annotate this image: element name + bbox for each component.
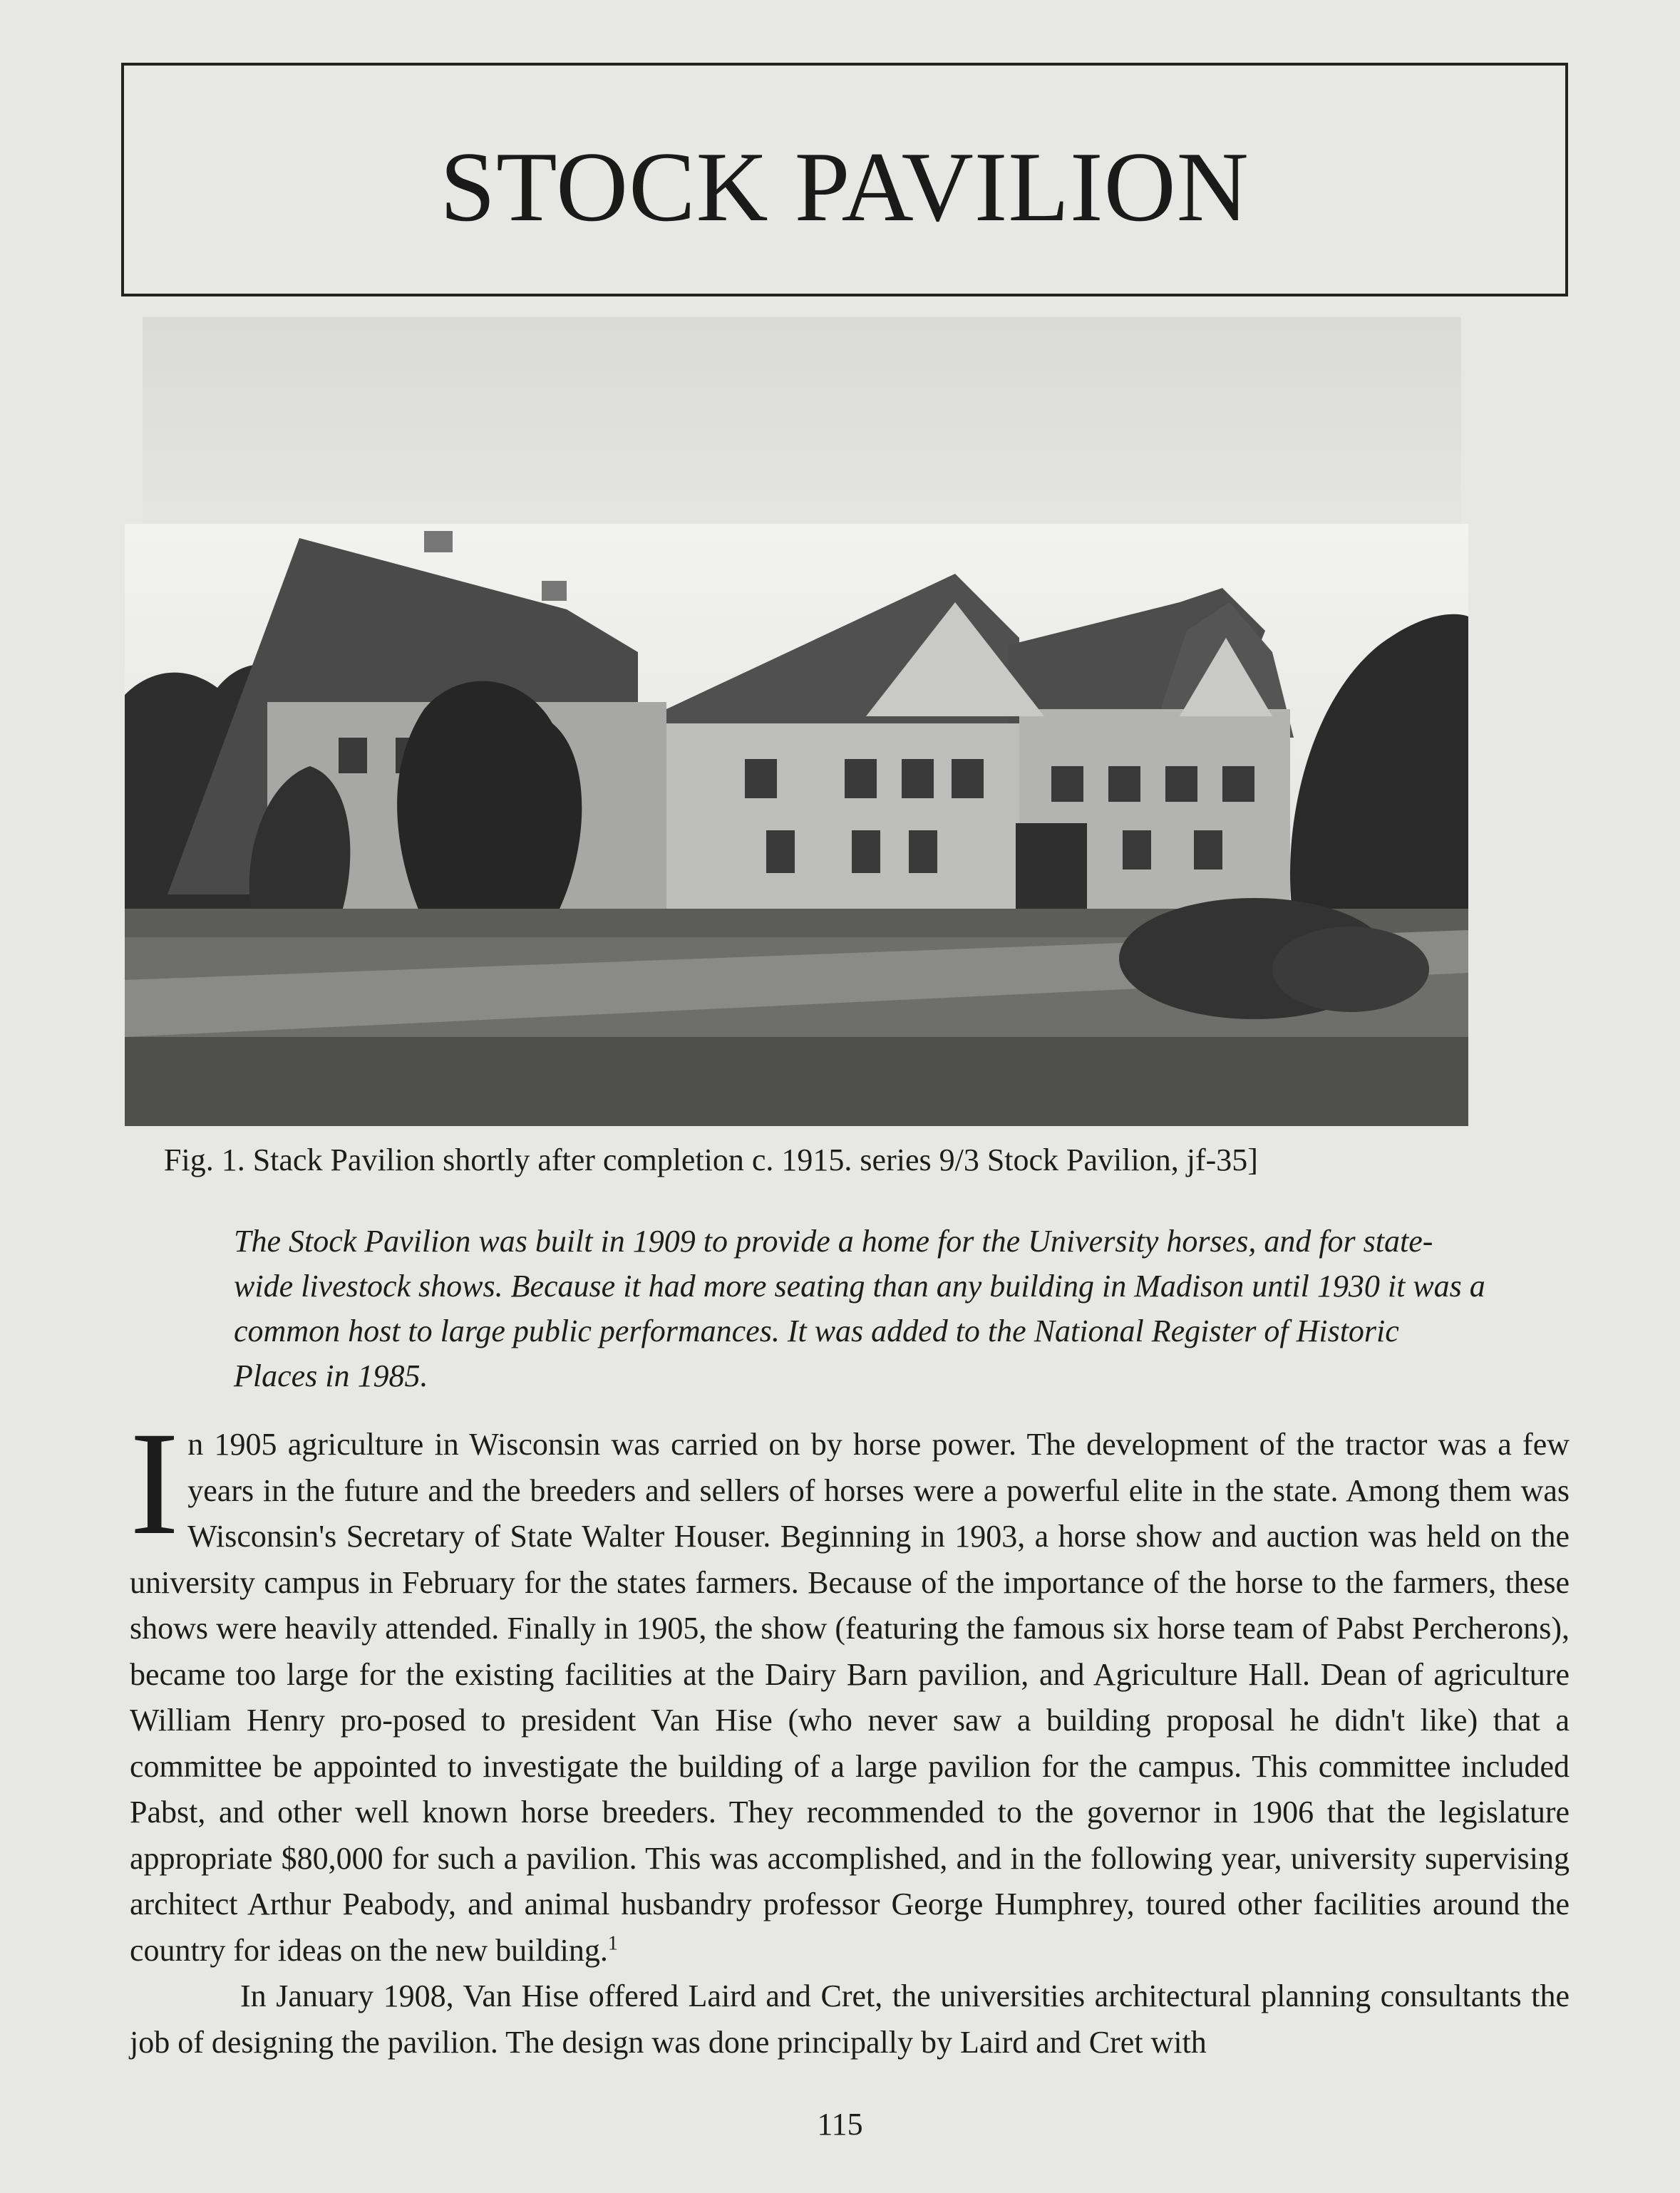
drop-cap: I [130,1401,180,1565]
stock-pavilion-photo [125,524,1468,1126]
paragraph-1-text: n 1905 agriculture in Wisconsin was carried on by horse power. The development of the tractor was a few years in the future and the breeders and sellers of horses were a powerful elite in the state. Among them was Wisconsin's Secretary of State Walter Houser. Beginning in 1903, a horse show and auction was held on the university campus in February for the states farmers. Because of the importance of the horse to the farmers, these shows were heavily attended. Finally in 1905, the show (featuring the famous six horse team of Pabst Percherons), became too large for the existing facilities at the Dairy Barn pavilion, and Agriculture Hall. Dean of agriculture William Henry pro-posed to president Van Hise (who never saw a building proposal he didn't like) that a committee be appointed to investigate the building of a large pavilion for the campus. This committee included Pabst, and other well known horse breeders. They recommended to the governor in 1906 that the legislature appropriate $80,000 for such a pavilion. This was accomplished, and in the following year, university supervising architect Arthur Peabody, and animal husbandry professor George Humphrey, toured other facilities around the country for ideas on the new building. [130,1427,1570,1968]
paragraph-1 [130,1401,1570,1973]
body-text [130,1401,1570,2065]
page-title: STOCK PAVILION [440,131,1249,242]
photo-bleed-through [143,317,1461,531]
title-box [121,63,1568,296]
footnote-marker: 1 [607,1931,618,1954]
paragraph-2: In January 1908, Van Hise offered Laird and Cret, the universities architectural planning consultants the job of designing the pavilion. The design was done principally by Laird and Cret with [130,1978,1570,2060]
building-photo-illustration [125,524,1468,1126]
abstract: The Stock Pavilion was built in 1909 to provide a home for the University horses, and for state-wide livestock shows. Because it had more seating than any building in Madison until 1930 it was a common host to large public performances. It was added to the National Register of Historic Places in 1985. [234,1224,1485,1393]
figure-caption: Fig. 1. Stack Pavilion shortly after completion c. 1915. series 9/3 Stock Pavilion, jf-35] [164,1142,1258,1177]
page-number: 115 [817,2107,863,2142]
